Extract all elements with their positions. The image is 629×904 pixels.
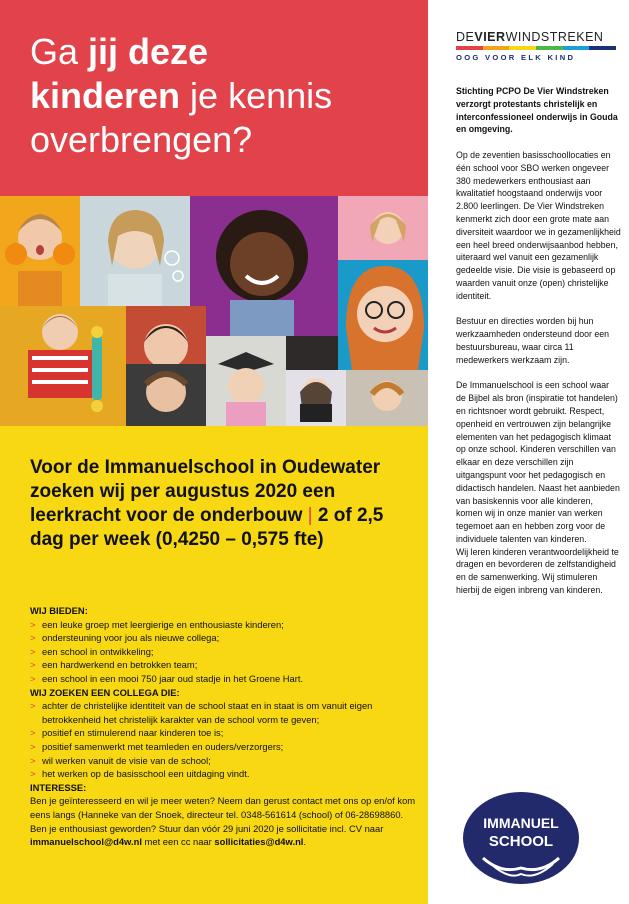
skateboard	[92, 336, 102, 400]
arrow-icon: >	[30, 672, 36, 684]
children-photo-collage	[0, 196, 428, 426]
arrow-icon: >	[30, 645, 36, 657]
offers-title: WIJ BIEDEN:	[30, 605, 88, 616]
right-column	[428, 0, 629, 904]
arrow-icon: >	[30, 700, 36, 712]
child-face	[230, 232, 294, 296]
about-text	[456, 85, 621, 610]
child-face	[144, 324, 188, 368]
arrow-icon: >	[30, 727, 36, 739]
offer-item: > een school in een mooi 750 jaar oud stadje in het Groene Hart.	[30, 672, 304, 684]
about-paragraph: Wij leren kinderen verantwoordelijkheid te dragen en bevorderen de zelfstandigheid en de samenwerking. Wij stimuleren hierbij de eigen inbreng van kinderen.	[456, 546, 619, 596]
logo-tagline: OOG VOOR ELK KIND	[456, 53, 576, 62]
about-paragraph: De Immanuelschool is een school waar de Bijbel als bron (inspiratie tot handelen) en richtsnoer wordt gebruikt. Respect, openheid en vertrouwen zijn belangrijke elementen van het pedagogisch klimaat op onze school. Kinderen verschillen van elkaar en deze verschillen zijn uitgangspunt voor het pedagogisch en didactisch handelen. Naast het aanbieden van basiskennis voor alle kinderen, komen wij in onze manier van werken tegemoet aan en hebben zorg voor de individuele talenten van kinderen.	[456, 380, 620, 544]
seeking-item: > het werken op de basisschool een uitdaging vindt.	[30, 768, 250, 780]
badge-line-2: SCHOOL	[488, 833, 554, 850]
email-link-school[interactable]: immanuelschool@d4w.nl	[30, 836, 142, 848]
about-paragraph: Bestuur en directies worden bij hun werkzaamheden ondersteund door een bestuursbureau, waar circa 11 medewerkers werkzaam zijn.	[456, 316, 610, 365]
logo-wordmark: DEVIERWINDSTREKEN	[456, 30, 604, 44]
arrow-icon: >	[30, 740, 36, 752]
offer-item: > een school in ontwikkeling;	[30, 645, 154, 657]
offer-item: > ondersteuning voor jou als nieuwe collega;	[30, 632, 220, 644]
seeking-item: > positief samenwerkt met teamleden en ouders/verzorgers;	[30, 740, 284, 752]
orange-fruit	[5, 243, 27, 265]
seeking-list	[30, 699, 422, 781]
badge-line-1: IMMANUEL	[483, 815, 559, 831]
organization-logo	[456, 30, 616, 62]
interest-title: INTERESSE:	[30, 781, 87, 793]
seeking-item: > achter de christelijke identiteit van de school staat en in staat is om vanuit eigen betrokkenheid het christelijk karakter van de school vorm te geven;	[30, 700, 373, 725]
arrow-icon: >	[30, 618, 36, 630]
seeking-item: > wil werken vanuit de visie van de school;	[30, 754, 211, 766]
tablet	[300, 404, 332, 422]
vacancy-title: Voor de Immanuelschool in Oudewater zoeken wij per augustus 2020 een leerkracht voor de onderbouw | 2 of 2,5 dag per week (0,4250 – 0,575 fte)	[30, 457, 384, 550]
vacancy-section	[0, 426, 428, 904]
seeking-item: > positief en stimulerend naar kinderen toe is;	[30, 727, 224, 739]
logo-color-segment	[536, 46, 563, 50]
immanuel-school-logo	[461, 790, 581, 886]
logo-color-bar	[456, 46, 616, 50]
offer-item: > een leuke groep met leergierige en enthousiaste kinderen;	[30, 618, 284, 630]
child-face	[228, 368, 264, 404]
arrow-icon: >	[30, 754, 36, 766]
hero-banner	[0, 0, 428, 196]
logo-color-segment	[456, 46, 483, 50]
about-paragraph: Op de zeventien basisschoollocaties en één school voor SBO werken ongeveer 380 medewerkers enthousiast aan kwalitatief hoogstaand onderwijs voor 2.800 leerlingen. De Vier Windstreken kenmerkt zich door een grote mate aan diversiteit waardoor we in gezamenlijkheid een heel breed onderwijsaanbod hebben, uiteraard wel vanuit een gezamenlijk gedeelde visie. Die visie is gebaseerd op waarden vanuit onze (open) christelijke identiteit.	[456, 149, 621, 301]
email-link-applications[interactable]: sollicitaties@d4w.nl	[214, 836, 304, 848]
interest-text: Ben je geïnteresseerd en wil je meer weten? Neem dan gerust contact met ons op en/of kom eens langs (Hanneke van der Snoek, directeur tel. 0348-561614 (school) of 06-28698860. Ben je enthousiast geworden? Stuur dan vóór 29 juni 2020 je sollicitatie incl. CV naar immanuelschool@d4w.nl met een cc naar sollicitaties@d4w.nl.	[30, 795, 416, 848]
offer-item: > een hardwerkend en betrokken team;	[30, 659, 198, 671]
logo-color-segment	[589, 46, 616, 50]
orange-fruit	[53, 243, 75, 265]
arrow-icon: >	[30, 659, 36, 671]
seeking-title: WIJ ZOEKEN EEN COLLEGA DIE:	[30, 686, 180, 698]
headline: Ga jij deze kinderen je kennis overbrengen?	[30, 31, 333, 160]
logo-color-segment	[563, 46, 590, 50]
logo-color-segment	[483, 46, 510, 50]
about-lead: Stichting PCPO De Vier Windstreken verzorgt protestants christelijk en interconfessioneel onderwijs in Gouda en omgeving.	[456, 86, 618, 135]
vacancy-details	[30, 604, 422, 849]
collage-graphic	[0, 196, 428, 426]
offers-list	[30, 618, 422, 686]
child-face	[42, 314, 78, 350]
child-face	[357, 286, 413, 342]
logo-color-segment	[509, 46, 536, 50]
arrow-icon: >	[30, 768, 36, 780]
arrow-icon: >	[30, 632, 36, 644]
